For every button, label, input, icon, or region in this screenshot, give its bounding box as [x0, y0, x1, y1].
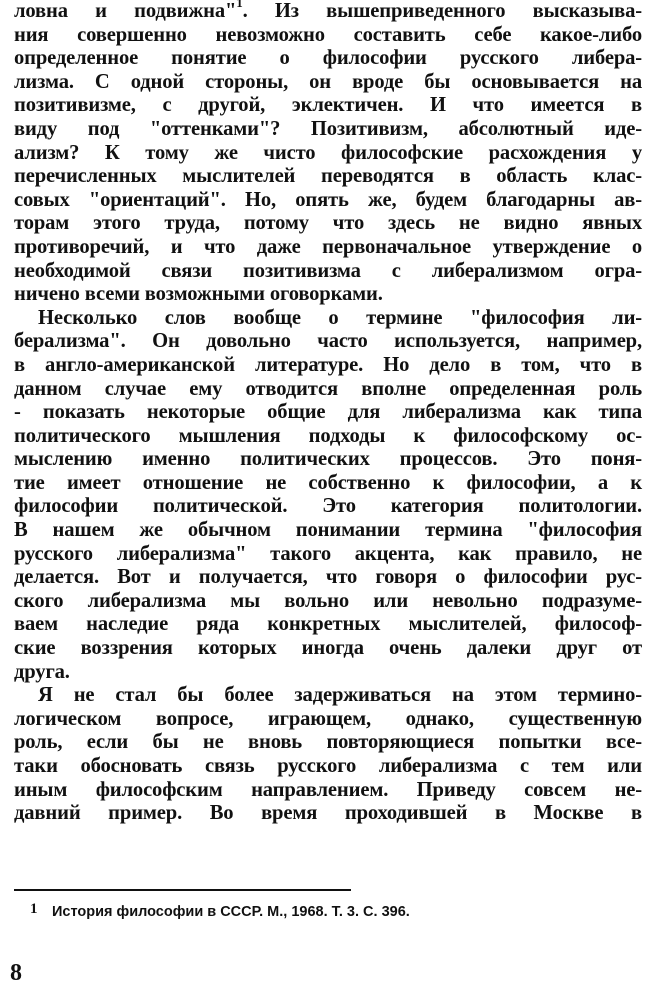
- text-line: ния совершенно невозможно составить себе какое-либо: [14, 23, 642, 46]
- text-line: - показать некоторые общие для либерализма как типа: [14, 401, 642, 424]
- text-line: логическом вопросе, играющем, однако, существенную: [14, 707, 642, 730]
- text-line: Несколько слов вообще о термине "философия ли-: [38, 306, 642, 329]
- text-line: позитивизме, с другой, эклектичен. И что имеется в: [14, 94, 642, 117]
- paragraph-3: [14, 684, 642, 826]
- text-line: друга.: [14, 660, 70, 683]
- text-line: виду под "оттенками"? Позитивизм, абсолютный иде-: [14, 117, 642, 140]
- text-line: ского либерализма мы вольно или невольно подразуме-: [14, 589, 642, 612]
- text-line: мыслению именно политических процессов. Это поня-: [14, 448, 642, 471]
- text-line: в англо-американской литературе. Но дело в том, что в: [14, 353, 642, 376]
- text-line: данном случае ему отводится вполне определенная роль: [14, 377, 642, 400]
- text-line: В нашем же обычном понимании термина "философия: [14, 519, 642, 542]
- text-line: тие имеет отношение не собственно к философии, а к: [14, 471, 642, 494]
- text-line: давний пример. Во время проходившей в Москве в: [14, 802, 642, 825]
- text-line: противоречий, и что даже первоначальное утверждение о: [14, 235, 642, 258]
- text-line: перечисленных мыслителей переводятся в область клас-: [14, 165, 642, 188]
- text-line: роль, если бы не вновь повторяющиеся попытки все-: [14, 731, 642, 754]
- text-line: совых "ориентаций". Но, опять же, будем благодарны ав-: [14, 188, 642, 211]
- text-line: ализм? К тому же чисто философские расхождения у: [14, 141, 642, 164]
- text-line: ские воззрения которых иногда очень далеки друг от: [14, 637, 642, 660]
- footnote: [30, 902, 410, 922]
- text-line: политического мышления подходы к философскому ос-: [14, 424, 642, 447]
- text-line: иным философским направлением. Приведу совсем не-: [14, 778, 642, 801]
- text-line: торам этого труда, потому что здесь не видно явных: [14, 212, 642, 235]
- text-line: лизма. С одной стороны, он вроде бы основывается на: [14, 70, 642, 93]
- text-line: определенное понятие о философии русского либера-: [14, 47, 642, 70]
- footnote-reference[interactable]: 1: [236, 0, 243, 11]
- text-line: Я не стал бы более задерживаться на этом термино-: [38, 684, 642, 707]
- paragraph-1: [14, 0, 642, 307]
- paragraph-2: [14, 307, 642, 685]
- main-text: [14, 0, 642, 826]
- footnote-separator: [14, 889, 351, 891]
- text-line: философии политической. Это категория политологии.: [14, 495, 642, 518]
- footnote-text: История философии в СССР. М., 1968. Т. 3. С. 396.: [52, 904, 410, 920]
- text-line: ваем наследие ряда конкретных мыслителей, философ-: [14, 613, 642, 636]
- text-line: необходимой связи позитивизма с либерализмом огра-: [14, 259, 642, 282]
- page-number: 8: [10, 960, 22, 986]
- text-line: делается. Вот и получается, что говоря о философии рус-: [14, 566, 642, 589]
- footnote-number: 1: [30, 901, 38, 917]
- text-line: таки обосновать связь русского либерализма с тем или: [14, 755, 642, 777]
- text-line: русского либерализма" такого акцента, как правило, не: [14, 542, 642, 565]
- text-line: ловна и подвижна"$^1$. Из вышеприведенного высказыва-: [14, 0, 642, 24]
- text-line: ничено всеми возможными оговорками.: [14, 283, 383, 306]
- text-line: берализма". Он довольно часто используется, например,: [14, 330, 642, 353]
